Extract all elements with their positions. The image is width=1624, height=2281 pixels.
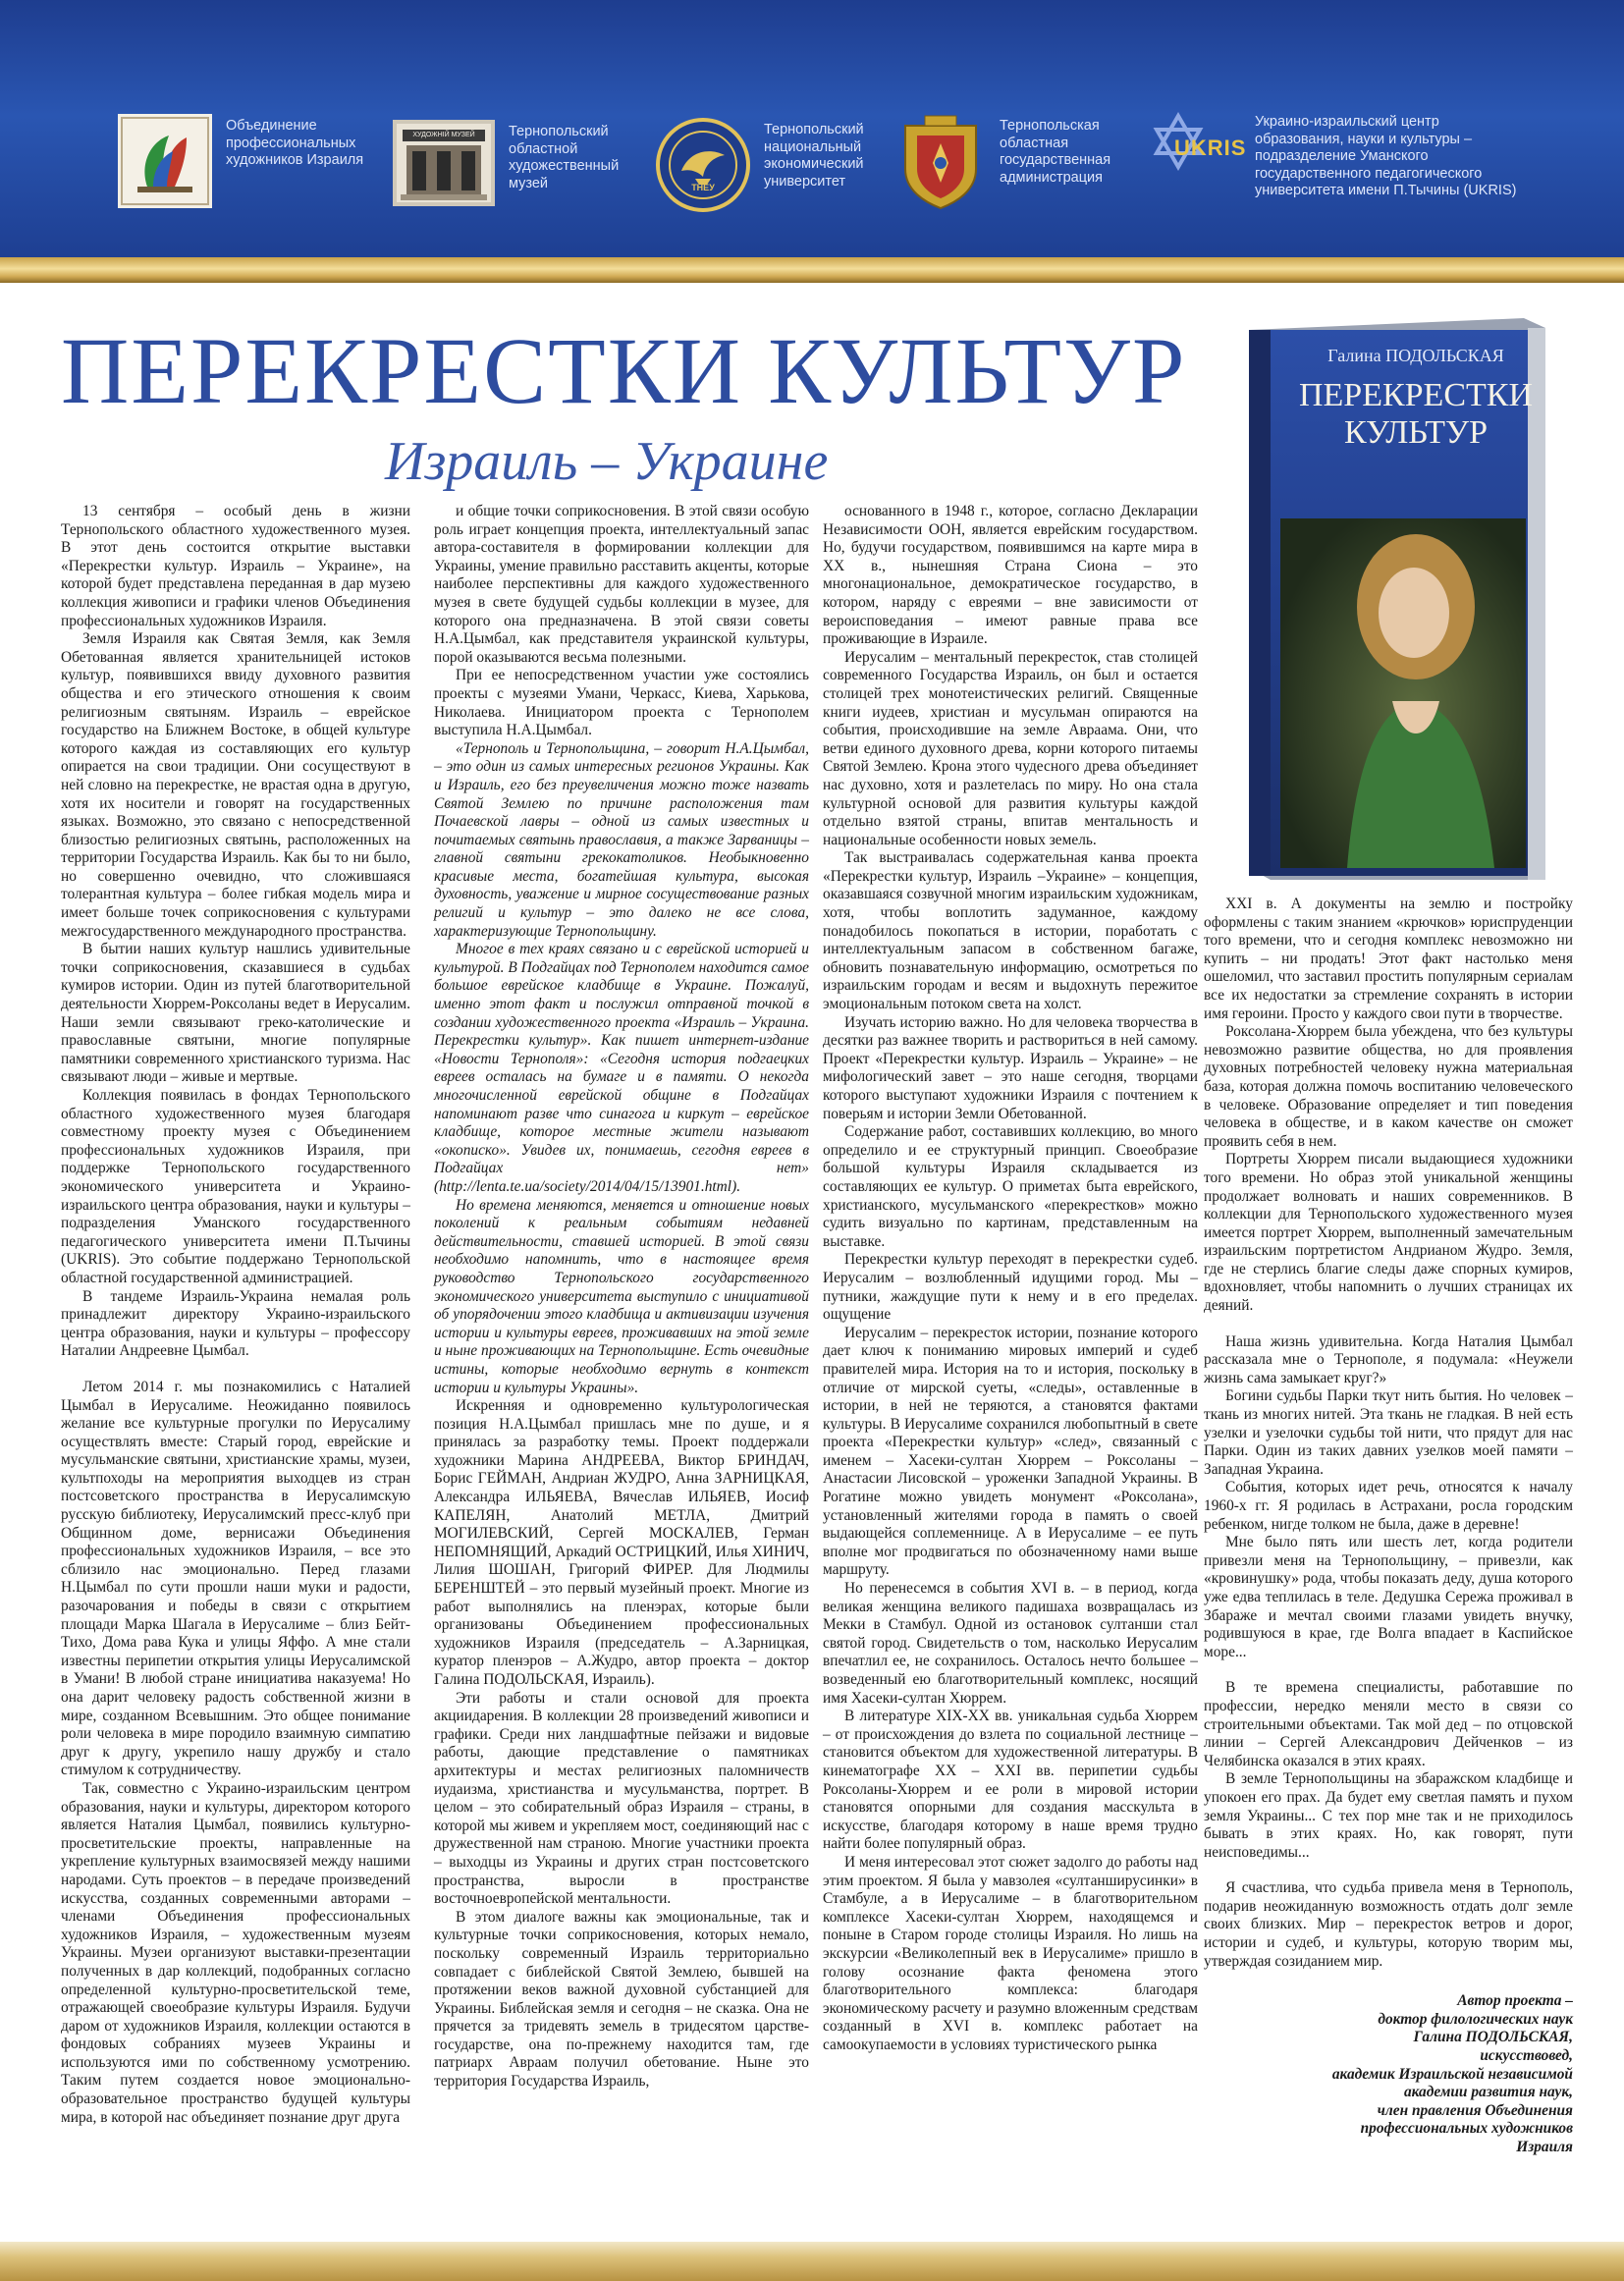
article-paragraph: «Тернополь и Тернопольщина, – говорит Н.А.Цымбал, – это один из самых интересных регионов Украины. Как и Израиль, его без преувеличения можно тоже назвать Святой Землею по причине расположения там Почаевской лавры – одной из самых известных и почитаемых святынь православия, а также Зарваницы – главной святыни грекокатоликов. Необыкновенно красивые места, богатейшая культура, высокая духовность, уважение и мирное сосуществование разных религий и культур – это далеко не все слова, характеризующие Тернопольщину. bbox=[434, 739, 809, 940]
org-ukris bbox=[1139, 110, 1518, 200]
org-name: Тернопольский национальный экономический университет bbox=[764, 122, 864, 190]
university-emblem-logo bbox=[656, 118, 750, 212]
signature-line: искусствовед, bbox=[1480, 2047, 1573, 2065]
book-title-line1: ПЕРЕКРЕСТКИ bbox=[1298, 377, 1534, 413]
article-column-3 bbox=[823, 503, 1198, 2054]
article-paragraph: Многое в тех краях связано и с еврейской историей и культурой. В Подгайцах под Тернополем находится самое большое еврейское кладбище в Украине. Пожалуй, именно этот факт и послужил отправной точкой в создании художественного проекта «Израиль – Украина. Перекрестки культур». Как пишет интернет-издание «Новости Тернополя»: «Сегодня история подгаецких евреев осталась на бумаге и в памяти. О некогда многочисленной еврейской общине в Подгайцах напоминают разве что синагога и киркут – еврейское кладбище, которое местные жители называют «окописко». Увидев их, понимаешь, сегодня евреев в Подгайцах нет» (http://lenta.te.ua/society/2014/04/15/13901.html). bbox=[434, 941, 809, 1195]
signature-line: академии развития наук, bbox=[1403, 2084, 1573, 2101]
article-paragraph: Искренняя и одновременно культурологическая позиция Н.А.Цымбал пришлась мне по душе, и я принялась за разработку темы. Проект поддержали художники Марина АНДРЕЕВА, Виктор БРИНДАЧ, Борис ГЕЙМАН, Андриан ЖУДРО, Анна ЗАРНИЦКАЯ, Александра ИЛЬЯЕВА, Вячеслав ИЛЬЯЕВ, Иосиф КАПЕЛЯН, Анатолий МЕТЛА, Дмитрий МОГИЛЕВСКИЙ, Сергей МОСКАЛЕВ, Герман НЕПОМНЯЩИЙ, Аркадий ОСТРИЦКИЙ, Илья ХИНИЧ, Лилия ШОШАН, Григорий ФИРЕР. Для Людмилы БЕРЕНШТЕЙ – это первый музейный проект. Многие из работ выполнялись на пленэрах, которые были организованы Объединением профессиональных художников Израиля (председатель – А.Зарницкая, куратор пленэров – А.Жудро, автор проекта – доктор Галина ПОДОЛЬСКАЯ, Израиль). bbox=[434, 1397, 809, 1688]
signature-line: Галина ПОДОЛЬСКАЯ, bbox=[1413, 2029, 1573, 2046]
article-paragraph: Портреты Хюррем писали выдающиеся художники того времени. Но образ этой уникальной женщины продолжает волновать и наших современников. В коллекции для Тернопольского художественного музея имеется портрет Хюррем, выполненный замечательным израильским портретистом Андрианом Жудро. Земля, где не стерлись благие следы даже спорных кумиров, вдохновляет, чтобы напомнить о лучших страницах их деяний. bbox=[1204, 1151, 1573, 1315]
org-name: Украино-израильский центр образования, науки и культуры – подразделение Уманского государственного педагогического университета имени П.Тычины (UKRIS) bbox=[1255, 114, 1517, 198]
article-paragraph: Наша жизнь удивительна. Когда Наталия Цымбал рассказала мне о Тернополе, я подумала: «Неужели жизнь сама замыкает круг?» bbox=[1204, 1332, 1573, 1386]
article-paragraph: Эти работы и стали основой для проекта акциидарения. В коллекции 28 произведений живописи и графики. Среди них ландшафтные пейзажи и видовые работы, дающие представление о памятниках архитектуры и местах религиозных паломничеств иудаизма, христианства и мусульманства, портрет. В целом – это собирательный образ Израиля – страны, в которой мы живем и укрепляем мост, соединяющий нас с дружественной нам страною. Многие участники проекта – выходцы из Украины и других стран постсоветского пространства, выросли в пространстве восточноевропейской ментальности. bbox=[434, 1689, 809, 1908]
signature-line: доктор филологических наук bbox=[1378, 2010, 1573, 2028]
ukris-logo bbox=[1139, 110, 1247, 189]
article-paragraph: В земле Тернопольщины на збаражском кладбище и упокоен его прах. Да будет ему светлая память и пухом земля Украины... С тех пор мне так и не приходилось бывать в этих краях. Но, как говорят, пути неисповедимы... bbox=[1204, 1770, 1573, 1861]
article-paragraph: В тандеме Израиль-Украина немалая роль принадлежит директору Украино-израильского центра образования, науки и культуры – профессору Наталии Андреевне Цымбал. bbox=[61, 1287, 410, 1360]
page-title: ПЕРЕКРЕСТКИ КУЛЬТУР bbox=[61, 318, 1187, 423]
org-name: Объединение профессиональных художников Израиля bbox=[226, 118, 364, 168]
article-paragraph: И меня интересовал этот сюжет задолго до работы над этим проектом. Я была у мавзолея «султанширусинки» в Стамбуле, а в Иерусалиме – в благотворительном комплексе Хасеки-султан Хюррем, находящемся и поныне в Старом городе столицы Израиля. Но лишь на экскурсии «Великолепный век в Иерусалиме» пришло в голову осознание факта феномена этого благотворительного комплекса: благодаря экономическому расчету и разумно вложенным средствам созданный в XVI в. комплекс работает на самоокупаемости в условиях туристического рынка bbox=[823, 1853, 1198, 2053]
signature-line: Автор проекта – bbox=[1457, 1992, 1573, 2010]
signature-line: профессиональных художников bbox=[1360, 2120, 1573, 2138]
article-paragraph: Летом 2014 г. мы познакомились с Наталией Цымбал в Иерусалиме. Неожиданно появилось желание все культурные прогулки по Иерусалиму осуществлять вместе: Старый город, еврейские и мусульманские святыни, христианские храмы, музеи, культпоходы на мероприятия выходцев из стран постсоветского пространства в Иерусалимскую русскую библиотеку, Иерусалимский пресс-клуб при Общинном доме, вернисажи Объединения профессиональных художников Израиля, – все это сблизило нас эмоционально. Перед глазами Н.Цымбал по сути прошли наши муки и радости, разочарования и победы в связи с открытием площади Марка Шагала в Иерусалиме – близ Бейт-Тихо, Дома рава Кука и улицы Яффо. А мне стали известны перипетии открытия улицы Иерусалимской в Умани! В любой стране инициатива наказуема! Но она дарит человеку радость собственной жизни в мире, созданном Всевышним. Это общее понимание роли человека в мире породило взаимную симпатию друг к другу, укрепило нашу дружбу и стало стимулом к сотрудничеству. bbox=[61, 1378, 410, 1779]
article-paragraph: Так, совместно с Украино-израильским центром образования, науки и культуры, директором которого является Наталия Цымбал, появились культурно-просветительские проекты, направленные на укрепление культурных взаимосвязей между нашими народами. Суть проектов – в передаче произведений искусства, созданных современными авторами – членами Объединения профессиональных художников Израиля, – художественным музеям Украины. Музеи организуют выставки-презентации полученных в дар коллекций, подобранных согласно определенной культурно-просветительской теме, отражающей своеобразие культуры Израиля. Будучи даром от художников Израиля, коллекции остаются в фондовых собраниях музеев Украины и используются ими по собственному усмотрению. Таким путем создается новое эмоционально-образовательное пространство будущей культуры мира, в которой нас объединяет познание друг друга bbox=[61, 1779, 410, 2126]
signature-line: академик Израильской независимой bbox=[1331, 2065, 1573, 2083]
article-paragraph: Но перенесемся в события XVI в. – в период, когда великая женщина великого падишаха возвращалась из Мекки в Стамбул. Одной из остановок султанши стал святой город. Свидетельств о том, насколько Иерусалим впечатлил ее, не сохранилось. Осталось нечто большее – возведенный ею благотворительный комплекс, носящий имя Хасеки-султан Хюррем. bbox=[823, 1580, 1198, 1707]
article-column-2 bbox=[434, 503, 809, 2091]
artists-union-logo bbox=[118, 114, 212, 208]
article-paragraph: В этом диалоге важны как эмоциональные, так и культурные точки соприкосновения, которых немало, поскольку современный Израиль территориально совпадает с библейской Святой Землею, бывшей на протяжении веков важной духовной субстанцией для Украины. Библейская земля и сегодня – не сказка. Она не прячется за тридевять земель в тридесятом царстве-государстве, она по-прежнему находится там, где патриарх Авраам получил обетование. Ныне это территория Государства Израиль, bbox=[434, 1908, 809, 2091]
article-paragraph: Изучать историю важно. Но для человека творчества в десятки раз важнее творить и раствориться в ней самому. Проект «Перекрестки культур. Израиль – Украине» – не мифологический завет – это наше сегодня, творцами которого выступают художники Израиля с почтением к поверьям и истории Земли Обетованной. bbox=[823, 1013, 1198, 1122]
book-cover bbox=[1229, 312, 1565, 886]
book-title-line2: КУЛЬТУР bbox=[1343, 414, 1488, 451]
museum-logo-text: ХУДОЖНІЙ МУЗЕЙ bbox=[412, 132, 475, 138]
page-subtitle: Израиль – Украине bbox=[385, 431, 829, 492]
regional-coat-of-arms bbox=[895, 114, 986, 210]
article-paragraph: Так выстраивалась содержательная канва проекта «Перекрестки культур, Израиль –Украине» – концепция, оказавшаяся созвучной многим израильским художникам, хотя, чтобы воплотить задуманное, каждому понадобилось покопаться в истории, поработать с интеллектуальным запасом в собственном багаже, обновить познавательную информацию, осмотреться по израильским городам и весям и выдохнуть пережитое эмоциональным потоком света на холст. bbox=[823, 849, 1198, 1013]
article-paragraph: Содержание работ, составивших коллекцию, во много определило и ее структурный принцип. Своеобразие большой культуры Израиля складывается из составляющих ее культур. О приметах быта еврейского, христианского, мусульманского «перекрестков» можно судить визуально по картинам, представленным на выставке. bbox=[823, 1123, 1198, 1250]
signature-line: член правления Объединения bbox=[1377, 2101, 1573, 2119]
article-column-1 bbox=[61, 503, 410, 2127]
article-column-4 bbox=[1204, 896, 1573, 2157]
article-paragraph: Роксолана-Хюррем была убеждена, что без культуры невозможно развитие общества, но для проявления духовных потребностей человеку нужна материальная база, которая должна помочь воспитанию человеческого в человеке. Образование определяет и тип поведения человека в обществе, и в каком качестве он сможет проявить себя в нем. bbox=[1204, 1023, 1573, 1150]
book-author: Галина ПОДОЛЬСКАЯ bbox=[1327, 346, 1504, 365]
ukris-logo-text: UKRIS bbox=[1174, 136, 1247, 160]
signature-line: Израиля bbox=[1516, 2139, 1573, 2155]
org-regional-administration bbox=[895, 114, 1127, 210]
org-name: Тернопольская областная государственная администрация bbox=[1000, 118, 1111, 186]
article-paragraph: В те времена специалисты, работавшие по профессии, нередко меняли место в связи со строительными объектами. Так мой дед – по отцовской линии – Сергей Александрович Дейченков – из Челябинска оказался в этих краях. bbox=[1204, 1679, 1573, 1769]
article-paragraph: Но времена меняются, меняется и отношение новых поколений к реальным событиям недавней действительности, ставшей историей. В этой связи необходимо напомнить, что в настоящее время руководство Тернопольского государственного экономического университета выступило с инициативой об упорядочении этого кладбища и активизации изучения истории и культуры евреев, проживавших на этой земле и ныне проживающих на Тернопольщине. Есть очевидные истины, которые необходимо вернуть в контекст истории и культуры Украины». bbox=[434, 1196, 809, 1396]
article-paragraph: При ее непосредственном участии уже состоялись проекты с музеями Умани, Черкасс, Киева, Харькова, Николаева. Инициатором проекта с Тернополем выступила Н.А.Цымбал. bbox=[434, 667, 809, 739]
org-artists-union bbox=[118, 114, 373, 208]
article-paragraph: Перекрестки культур переходят в перекрестки судеб. Иерусалим – возлюбленный идущими город. Мы – путники, жаждущие пути к нему и в его пределах. ощущение bbox=[823, 1251, 1198, 1324]
footer-gold-band bbox=[0, 2242, 1624, 2281]
article-paragraph: В литературе XIX-XX вв. уникальная судьба Хюррем – от происхождения до взлета по социальной лестнице – становится объектом для художественной литературы. В кинематографе XX – XXI вв. перипетии судьбы Роксоланы-Хюррем и ее роли в мировой истории становятся опорными для создания масскульта в искусстве, благодаря которому в наше время трудно найти более популярный образ. bbox=[823, 1708, 1198, 1853]
article-paragraph: События, которых идет речь, относятся к началу 1960-х гг. Я родилась в Астрахани, росла городским ребенком, нигде толком не была, даже в деревне! bbox=[1204, 1479, 1573, 1533]
museum-building-logo bbox=[393, 120, 495, 206]
university-logo-text: ТНЕУ bbox=[691, 183, 715, 192]
article-paragraph: Иерусалим – ментальный перекресток, став столицей современного Государства Израиль, он был и остается столицей трех монотеистических религий. Священные книги иудеев, христиан и мусульман опираются на события, происходившие на земле Авраама. Они, что ветви единого духовного древа, корни которого питаемы Святой Землею. Крона этого чудесного древа объединяет нас духовно, хотя и разлетелась по миру. Но она стала культурной основой для развития культуры каждой отдельно взятой страны, впитав ментальность и национальные особенности новых земель. bbox=[823, 648, 1198, 848]
article-paragraph: и общие точки соприкосновения. В этой связи особую роль играет концепция проекта, интеллектуальный запас автора-составителя в формировании коллекции для Украины, умение правильно расставить акценты, которые наиболее перспективны для каждого художественного музея в свете будущей судьбы коллекции в музее, для которого она предназначена. В этой связи советы Н.А.Цымбал, как представителя украинской культуры, порой оказываются весьма полезными. bbox=[434, 503, 809, 666]
article-paragraph: Коллекция появилась в фондах Тернопольского областного художественного музея благодаря совместному проекту музея с Объединением профессиональных художников Израиля, при поддержке Тернопольского государственного экономического университета и Украино-израильского центра образования, науки и культуры – подразделения Уманского государственного педагогического университета имени П.Тычины (UKRIS). Это событие поддержано Тернопольской областной государственной администрацией. bbox=[61, 1087, 410, 1286]
article-paragraph: 13 сентября – особый день в жизни Тернопольского областного художественного музея. В этот день состоится открытие выставки «Перекрестки культур. Израиль – Украине», на которой будет представлена переданная в дар музею коллекция живописи и графики членов Объединения профессиональных художников Израиля. bbox=[61, 503, 410, 629]
article-paragraph: В бытии наших культур нашлись удивительные точки соприкосновения, сказавшиеся в судьбах кумиров истории. Один из путей благотворительной деятельности Хюррем-Роксоланы ведет в Иерусалим. Наши земли связывают греко-католические и православные святыни, многие популярные памятники современного христианского туризма. Нас связывают люди – живые и мертвые. bbox=[61, 941, 410, 1086]
article-paragraph: основанного в 1948 г., которое, согласно Декларации Независимости ООН, является еврейским государством. Но, будучи государством, появившимся на карте мира в XX в., нынешняя Страна Сиона – это многонациональное, демократическое государство, в котором, наряду с евреями – вне зависимости от вероисповедания – имеют равные права все проживающие в Израиле. bbox=[823, 503, 1198, 648]
org-name: Тернопольский областной художественный музей bbox=[509, 124, 620, 191]
author-signature bbox=[1204, 1992, 1573, 2156]
header-gold-band bbox=[0, 257, 1624, 283]
article-paragraph: Мне было пять или шесть лет, когда родители привезли меня на Тернопольщину, – привезли, как «кровинушку» рода, чтобы показать деду, душа которого уже едва теплилась в теле. Дедушка Сережа проживал в Збараже и мечтал своими глазами увидеть внучку, родившуюся в крае, где Волга впадает в Каспийское море... bbox=[1204, 1534, 1573, 1660]
article-paragraph: Иерусалим – перекресток истории, познание которого дает ключ к пониманию мировых империй и судеб правителей мира. История на то и история, поскольку в отличие от мирской суеты, «следы», оставленные в истории, в ней не теряются, а становятся фактами культуры. В Иерусалиме сохранился любопытный в свете проекта «Перекрестки культур» «след», связанный с именем – Хасеки-султан Хюррем – Роксоланы – Анастасии Лисовской – уроженки Западной Украины. В Рогатине можно увидеть монумент «Роксолана», установленный жителями города в память о своей выдающейся соплеменнице. А в Иерусалиме – ее путь вполне мог продвигаться по обозначенному нами выше маршруту. bbox=[823, 1324, 1198, 1579]
article-paragraph: Земля Израиля как Святая Земля, как Земля Обетованная является хранительницей истоков культур, появившихся ввиду духовного развития общества и его этического отношения к своим религиозным святыням. Израиль – еврейское государство на Ближнем Востоке, в общей культуре которого каждая из составляющих его культур опирается на свои традиции. Они сосуществуют в ней словно на перекрестке, не врастая одна в другую, хотя их носители и говорят на государственных языках. Возможно, это связано с непосредственной близостью религиозных святынь, расположенных на территории Государства Израиль. Как бы то ни было, но совершенно очевидно, что сложившаяся толерантная культура – более гибкая модель мира и имеет больше точек соприкосновения с культурами межгосударственного международного пространства. bbox=[61, 630, 410, 940]
org-museum bbox=[393, 120, 646, 206]
article-paragraph: Я счастлива, что судьба привела меня в Тернополь, подарив неожиданную возможность отдать долг земле своих близких. Мир – перекресток ветров и дорог, истории и судеб, и культуры, которую творим мы, утверждая созиданием мир. bbox=[1204, 1879, 1573, 1970]
org-university bbox=[656, 118, 882, 212]
article-paragraph: Богини судьбы Парки ткут нить бытия. Но человек – ткань из многих нитей. Эта ткань не гладкая. В ней есть узелки и узелочки судьбы той нити, что прядут для нас Парки. Один из таких давних узелков моей памяти – Западная Украина. bbox=[1204, 1387, 1573, 1478]
article-paragraph: XXI в. А документы на землю и постройку оформлены с таким знанием «крючков» юриспруденции того времени, что и сегодня комплекс невозможно ни купить – ни продать! Этот факт настолько меня ошеломил, что заставил простить популярным сериалам все их недостатки за стремление сохранять в истории имя героини. Просто у каждого свои пути в творчестве. bbox=[1204, 896, 1573, 1022]
